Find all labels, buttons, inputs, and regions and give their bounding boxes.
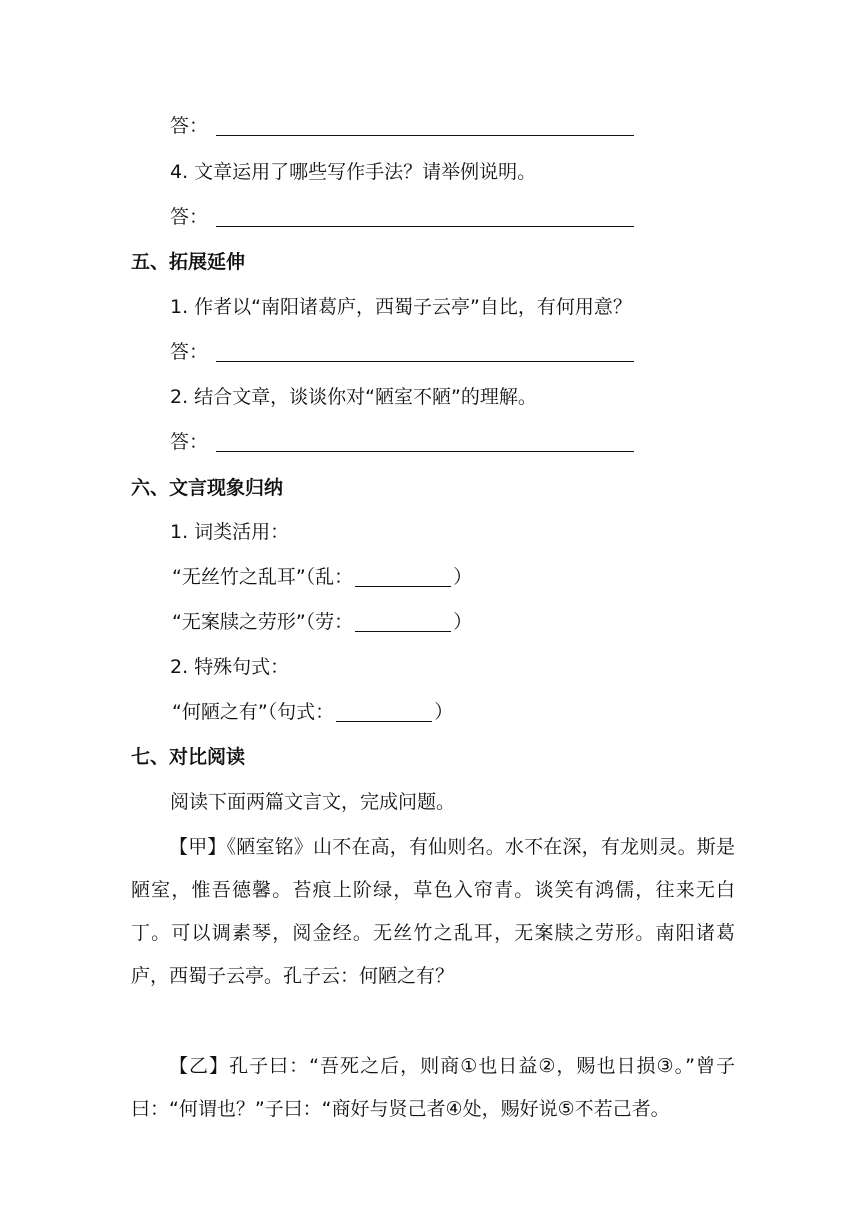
section-6-question-2: 2. 特殊句式： <box>170 656 290 678</box>
fill-blank[interactable] <box>355 613 451 632</box>
fill-item-2-close: ） <box>453 611 473 633</box>
answer-blank[interactable] <box>216 135 634 136</box>
section-7-title: 七、对比阅读 <box>131 746 246 768</box>
passage-yi: 【乙】孔子曰：“吾死之后，则商①也日益②，赐也日损③。”曾子曰：“何谓也？”子曰：“商好与贤己者④处，赐好说⑤不若己者。 <box>131 1055 735 1120</box>
section-6-title: 六、文言现象归纳 <box>131 477 284 499</box>
fill-item-1 <box>172 568 472 587</box>
section-5-question-1: 1. 作者以“南阳诸葛庐，西蜀子云亭”自比，有何用意？ <box>170 296 632 318</box>
answer-label: 答： <box>170 431 209 453</box>
section-5-question-2: 2. 结合文章，谈谈你对“陋室不陋”的理解。 <box>170 386 537 408</box>
answer-label: 答： <box>170 115 209 137</box>
answer-blank[interactable] <box>216 451 634 452</box>
answer-label: 答： <box>170 206 209 228</box>
section-6-question-1: 1. 词类活用： <box>170 521 290 543</box>
fill-blank[interactable] <box>355 568 451 587</box>
answer-blank[interactable] <box>216 361 634 362</box>
fill-item-3-text: “何陋之有”（句式： <box>172 701 335 723</box>
fill-blank[interactable] <box>336 703 432 722</box>
fill-item-2-text: “无案牍之劳形”（劳： <box>172 611 354 633</box>
section-5-title: 五、拓展延伸 <box>131 251 246 273</box>
fill-item-1-close: ） <box>453 566 473 588</box>
answer-blank[interactable] <box>216 226 634 227</box>
passage-jia: 【甲】《陋室铭》山不在高，有仙则名。水不在深，有龙则灵。斯是陋室，惟吾德馨。苔痕上阶绿，草色入帘青。谈笑有鸿儒，往来无白丁。可以调素琴，阅金经。无丝竹之乱耳，无案牍之劳形。南阳诸葛庐，西蜀子云亭。孔子云：何陋之有？ <box>131 836 735 987</box>
fill-item-3 <box>172 703 453 722</box>
fill-item-1-text: “无丝竹之乱耳”（乱： <box>172 566 354 588</box>
fill-item-2 <box>172 613 472 632</box>
section-7-intro: 阅读下面两篇文言文，完成问题。 <box>170 791 456 813</box>
fill-item-3-close: ） <box>434 701 454 723</box>
question-4: 4. 文章运用了哪些写作手法？请举例说明。 <box>170 161 537 183</box>
answer-label: 答： <box>170 341 209 363</box>
